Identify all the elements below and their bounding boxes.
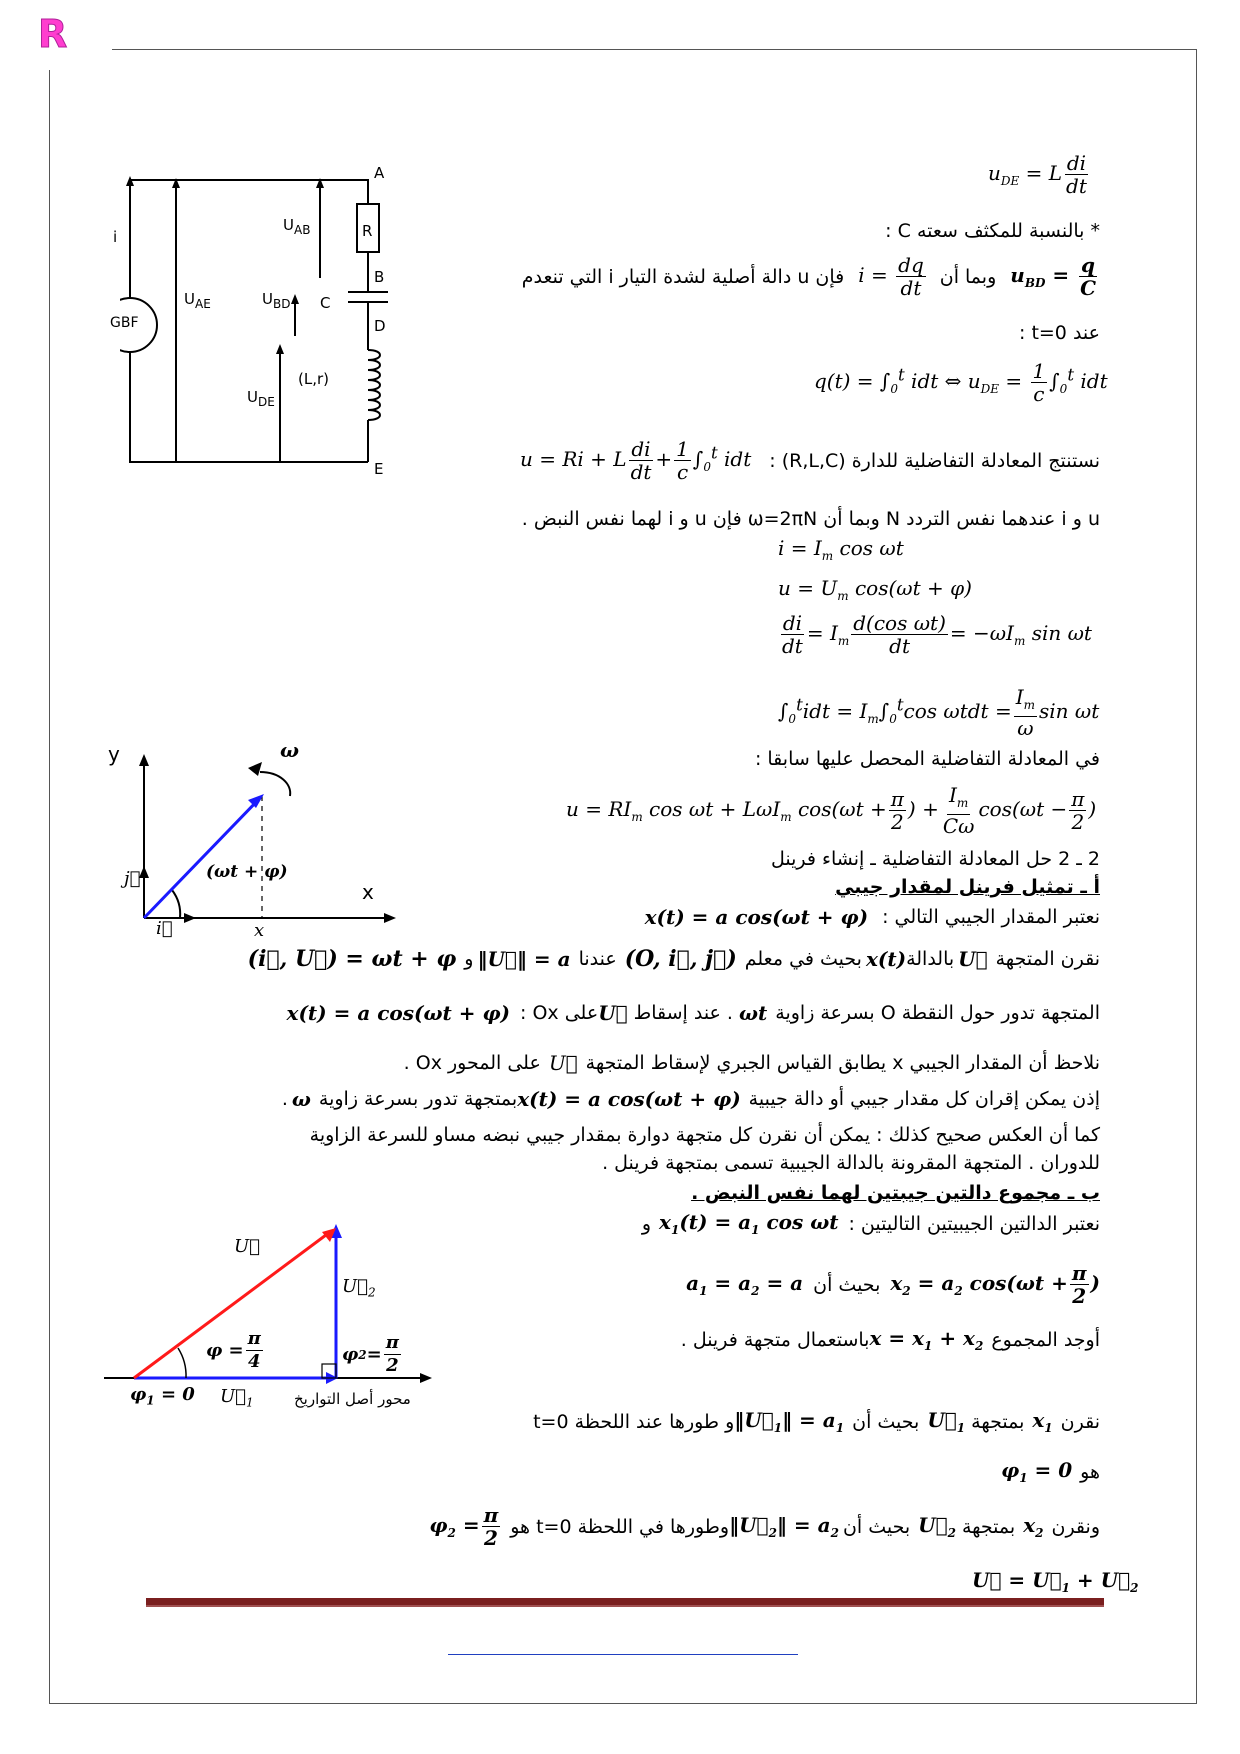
circuit-label-i: i	[113, 228, 118, 246]
circuit-label-E: E	[374, 460, 384, 478]
section-2-2: 2 ـ 2 حل المعادلة التفاضلية ـ إنشاء فرينل	[771, 848, 1100, 870]
consider-line: نعتبر المقدار الجيبي التالي : x(t) = a cos(ωt + φ)	[644, 905, 1100, 929]
axis-x-label: x	[362, 880, 374, 904]
frame-top-line	[112, 49, 1197, 50]
circuit-label-B: B	[374, 268, 385, 286]
at-t0-line: عند t=0 :	[1018, 322, 1100, 344]
heading-b: ب ـ مجموع دالتين جيبتين لهما نفس النبض .	[691, 1182, 1100, 1204]
frame-right-line	[1196, 49, 1197, 1704]
thus-line: إذن يمكن إقران كل مقدار جيبي أو دالة جيبية x(t) = a cos(ωt + φ) بمتجهة تدور بسرعة زاوية ω .	[281, 1087, 1100, 1111]
eq-u-cos: $u = U_m$ cos(ωt + φ)	[778, 576, 972, 603]
circuit-label-uAB: $U_{AB}$	[283, 216, 311, 237]
circuit-label-D: D	[374, 317, 386, 335]
same-frequency-line: u و i عندهما نفس التردد N وبما أن ω=2πN فإن u و i لهما نفس النبض .	[521, 508, 1100, 530]
circuit-label-uDE: $U_{DE}$	[247, 388, 275, 409]
phi1-line: هو $\varphi_1 = 0$	[1001, 1458, 1100, 1485]
eq-u-final: $u = RI_m$ cos ωt + LωI$_m$ cos(ωt + $\frac{\pi}{2}$ ) + $\frac{I_m}{C\omega}$ cos(ωt − $\frac{\pi}{2}$ )	[566, 783, 1097, 838]
vector-U2-label: $U⃗_2$	[342, 1276, 376, 1300]
circuit-label-C: C	[320, 294, 331, 312]
eq-di-dt: $\frac{di}{dt}$ = $I_m$ $\frac{\text{d(cos ωt)}}{dt}$ = $-\omega I_m$ sin ωt	[782, 611, 1092, 658]
circuit-label-Lr: (L,r)	[298, 370, 329, 388]
converse-line-2: للدوران . المتجهة المقرونة بالدالة الجيبية تسمى بمتجهة فرينل .	[602, 1152, 1100, 1174]
consider-two-line: نعتبر الدالتين الجيبيتين التاليتين : $x_1(t) = a_1$ cos ωt و	[641, 1210, 1100, 1237]
omega-label: ω	[280, 738, 300, 762]
capacitor-line: * بالنسبة للمكثف سعته C :	[885, 220, 1100, 242]
phi-label: φ = $\frac{\pi}{4}$	[206, 1328, 261, 1372]
circuit-label-gbf: GBF	[110, 315, 139, 331]
deduce-line: نستنتج المعادلة التفاضلية للدارة (R,L,C) : u = Ri + L $\frac{di}{dt}$ + $\frac{1}{c}$ $\int_0^t$ idt	[520, 437, 1100, 484]
x2-line: $x_2 = a_2$ cos(ωt + $\frac{\pi}{2}$ ) بحيث أن $a_1 = a_2 = a$	[686, 1261, 1100, 1308]
unit-i-label: i⃗	[156, 918, 173, 939]
in-diff-line: في المعادلة التفاضلية المحصل عليها سابقا :	[754, 748, 1100, 770]
angle-label: (ωt + φ)	[206, 862, 288, 882]
axis-y-label: y	[108, 742, 120, 766]
rotates-line: المتجهة تدور حول النقطة O بسرعة زاوية ωt . عند إسقاط U⃗ على Ox : x(t) = a cos(ωt + φ)	[286, 1001, 1100, 1025]
footer-bar	[146, 1598, 1104, 1605]
footer-link[interactable]	[448, 1654, 798, 1655]
rlc-circuit-diagram	[120, 160, 400, 480]
phi1-label: $\varphi_1 = 0$	[130, 1384, 195, 1408]
heading-a: أ ـ تمثيل فرينل لمقدار جيبي	[835, 876, 1100, 898]
assoc1-line: نقرن $x_1$ بمتجهة $U⃗_1$ بحيث أن $‖U⃗_1‖ = a_1$ و طورها عند اللحظة t=0	[533, 1408, 1100, 1435]
projection-x-label: x	[254, 920, 265, 941]
find-sum-line: أوجد المجموع $x = x_1 + x_2$ باستعمال متجهة فرينل .	[680, 1326, 1100, 1353]
eq-q-int: $q(t) = \int_0^t$ idt ⇔ $u_{DE}$ = $\frac{1}{c}$ $\int_0^t$ idt	[814, 359, 1108, 406]
primitive-line: $u_{BD}$ = $\frac{q}{C}$ وبما أن i = $\frac{dq}{dt}$ فإن u دالة أصلية لشدة التيار i التي تنعدم	[521, 253, 1096, 300]
eq-i-cos: $i = I_m$ cos ωt	[778, 536, 904, 563]
notice-line: نلاحظ أن المقدار الجيبي x يطابق القياس الجبري لإسقاط المتجهة U⃗ على المحور Ox .	[403, 1051, 1100, 1075]
rotating-vector-diagram	[110, 740, 410, 940]
eq-integral: $\int_0^tidt = I_m\int_0^t\cos$ ωtdt = $\frac{I_m}{\omega}$ sin ωt	[778, 685, 1100, 740]
unit-j-label: j⃗	[124, 868, 141, 889]
eq-U-sum: U⃗ = $U⃗_1$ + $U⃗_2$	[972, 1568, 1139, 1595]
frame-left-line	[49, 70, 50, 1704]
vector-U-label: U⃗	[234, 1236, 260, 1257]
assoc2-line: ونقرن $x_2$ بمتجهة $U⃗_2$ بحيث أن $‖U⃗_2‖ = a_2$ وطورها في اللحظة t=0 هو $\varphi_2$ = $\frac{\pi}{2}$	[429, 1503, 1100, 1550]
logo: R	[38, 12, 68, 56]
vector-U1-label: $U⃗_1$	[220, 1386, 254, 1410]
circuit-label-R: R	[362, 222, 373, 240]
associate-line: نقرن المتجهة U⃗ بالدالة x(t) بحيث في معلم (O, i⃗, j⃗) عندنا ‖U⃗‖ = a و (i⃗, U⃗) = ωt + φ	[247, 946, 1100, 972]
circuit-label-uBD: $U_{BD}$	[262, 290, 291, 311]
circuit-label-A: A	[374, 164, 385, 182]
circuit-label-uAE: $U_{AE}$	[184, 290, 211, 311]
phi2-label: φ 2 = $\frac{\pi}{2}$	[342, 1332, 399, 1376]
time-origin-axis-label: محور أصل التواريخ	[294, 1390, 411, 1408]
fresnel-sum-diagram	[100, 1210, 440, 1410]
eq-uDE: $u_{DE} = L$ $\frac{di}{dt}$	[988, 151, 1087, 198]
converse-line-1: كما أن العكس صحيح كذلك : يمكن أن نقرن كل متجهة دوارة بمقدار جيبي نبضه مساو للسرعة الزاوية	[309, 1124, 1100, 1146]
frame-bottom-line	[49, 1703, 1197, 1704]
